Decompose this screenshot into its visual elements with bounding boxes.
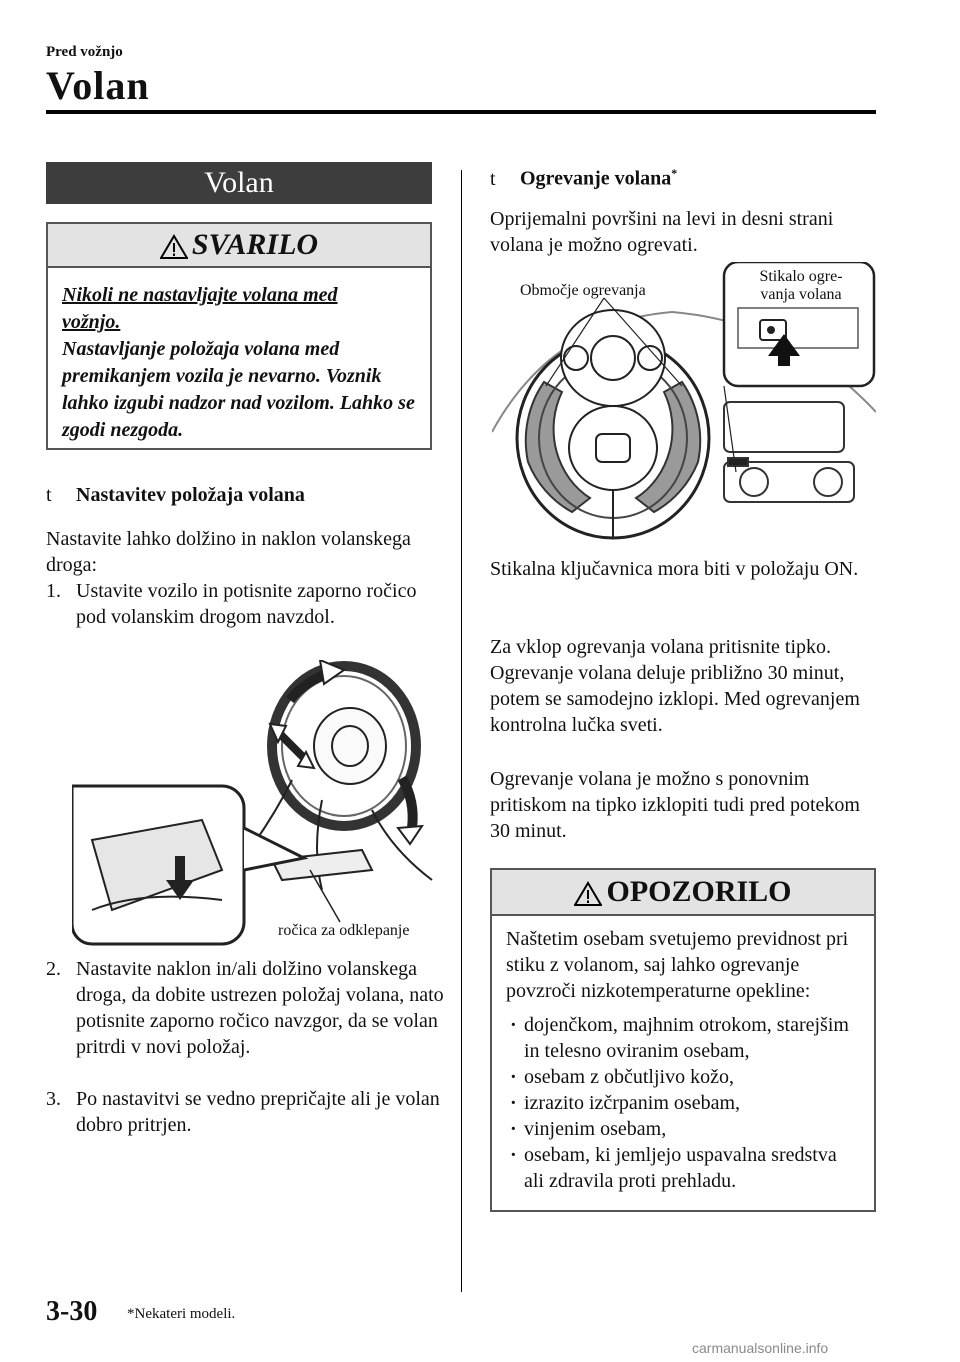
figure-label-switch-line-1: Stikalo ogre- <box>759 268 843 285</box>
step-number: 3. <box>46 1088 61 1110</box>
heating-p3: Ogrevanje volana je možno s ponovnim pritiskom na tipko izklopiti tudi pred potekom 30 minut. <box>490 768 860 842</box>
step-text: Ustavite vozilo in potisnite zaporno ročico pod volanskim drogom navzdol. <box>76 580 417 628</box>
list-item: · izrazito izčrpanim osebam, <box>506 1090 860 1116</box>
caution-heading: OPOZORILO <box>606 875 792 908</box>
heating-intro: Oprijemalni površini na levi in desni strani volana je možno ogrevati. <box>490 208 834 256</box>
caution-header <box>492 870 874 916</box>
warning-text: Nastavljanje položaja volana med premikanjem vozila je nevarno. Voznik lahko izgubi nadzor nad vozilom. Lahko se zgodi nezgoda. <box>62 338 415 441</box>
step-text: Po nastavitvi se vedno prepričajte ali je volan dobro pritrjen. <box>76 1088 440 1136</box>
heading-bullet: t <box>490 167 496 190</box>
list-item: · dojenčkom, majhnim otrokom, starejšim in telesno oviranim osebam, <box>506 1012 860 1064</box>
intro-text: Nastavite lahko dolžino in naklon volanskega droga: <box>46 528 411 576</box>
list-item-step-3 <box>46 1086 446 1146</box>
heated-wheel-figure <box>492 262 876 546</box>
steering-lever-figure <box>72 660 440 950</box>
warning-line-1: Nikoli ne nastavljajte volana med <box>62 284 338 306</box>
column-divider <box>461 170 462 1292</box>
list-item: · osebam, ki jemljejo uspavalna sredstva ali zdravila proti prehladu. <box>506 1142 860 1194</box>
figure-label-heating-area: Območje ogrevanja <box>520 282 646 299</box>
header-rule <box>46 110 876 114</box>
caution-box <box>490 868 876 1212</box>
heating-p1: Stikalna ključavnica mora biti v položaju ON. <box>490 558 859 580</box>
warning-body <box>48 268 430 458</box>
warning-heading: SVARILO <box>191 228 319 261</box>
subsection-heading-heating <box>490 166 677 191</box>
footnote: *Nekateri modeli. <box>127 1306 236 1322</box>
warning-line-2: vožnjo. <box>62 311 121 333</box>
list-item-step-2 <box>46 956 446 1096</box>
caution-list <box>506 1012 860 1194</box>
warning-icon <box>574 881 602 907</box>
subsection-heading-adjust <box>46 484 305 507</box>
step-text: Nastavite naklon in/ali dolžino volanskega droga, da dobite ustrezen položaj volana, nato potisnite zaporno ročico navzgor, da se volan pritrdi v novi položaj. <box>76 958 444 1058</box>
page-title: Volan <box>46 63 150 108</box>
heating-p2: Za vklop ogrevanja volana pritisnite tipko. Ogrevanje volana deluje približno 30 minut, potem se samodejno izklopi. Med ogrevanjem kontrolna lučka sveti. <box>490 636 860 736</box>
warning-icon <box>160 234 188 260</box>
warning-header <box>48 224 430 268</box>
heading-text: Ogrevanje volana <box>520 167 672 190</box>
step-number: 2. <box>46 958 61 980</box>
heading-footnote-marker: * <box>671 166 678 180</box>
figure-label-lever: ročica za odklepanje <box>278 922 410 939</box>
list-item-step-1 <box>46 578 446 638</box>
warning-box <box>46 222 432 450</box>
step-number: 1. <box>46 580 61 602</box>
caution-text: Naštetim osebam svetujemo previdnost pri stiku z volanom, saj lahko ogrevanje povzroči nizkotemperaturne opekline: <box>506 928 849 1002</box>
list-item: · vinjenim osebam, <box>506 1116 860 1142</box>
heading-text: Nastavitev položaja volana <box>76 484 305 506</box>
watermark: carmanualsonline.info <box>692 1340 829 1356</box>
caution-body <box>492 916 874 1204</box>
heading-bullet: t <box>46 484 52 506</box>
figure-label-switch-line-2: vanja volana <box>760 286 842 303</box>
list-item: · osebam z občutljivo kožo, <box>506 1064 860 1090</box>
figure-label-switch <box>738 268 864 304</box>
page-number: 3-30 <box>46 1296 98 1327</box>
section-title-bar: Volan <box>46 162 432 204</box>
chapter-kicker: Pred vožnjo <box>46 44 123 60</box>
